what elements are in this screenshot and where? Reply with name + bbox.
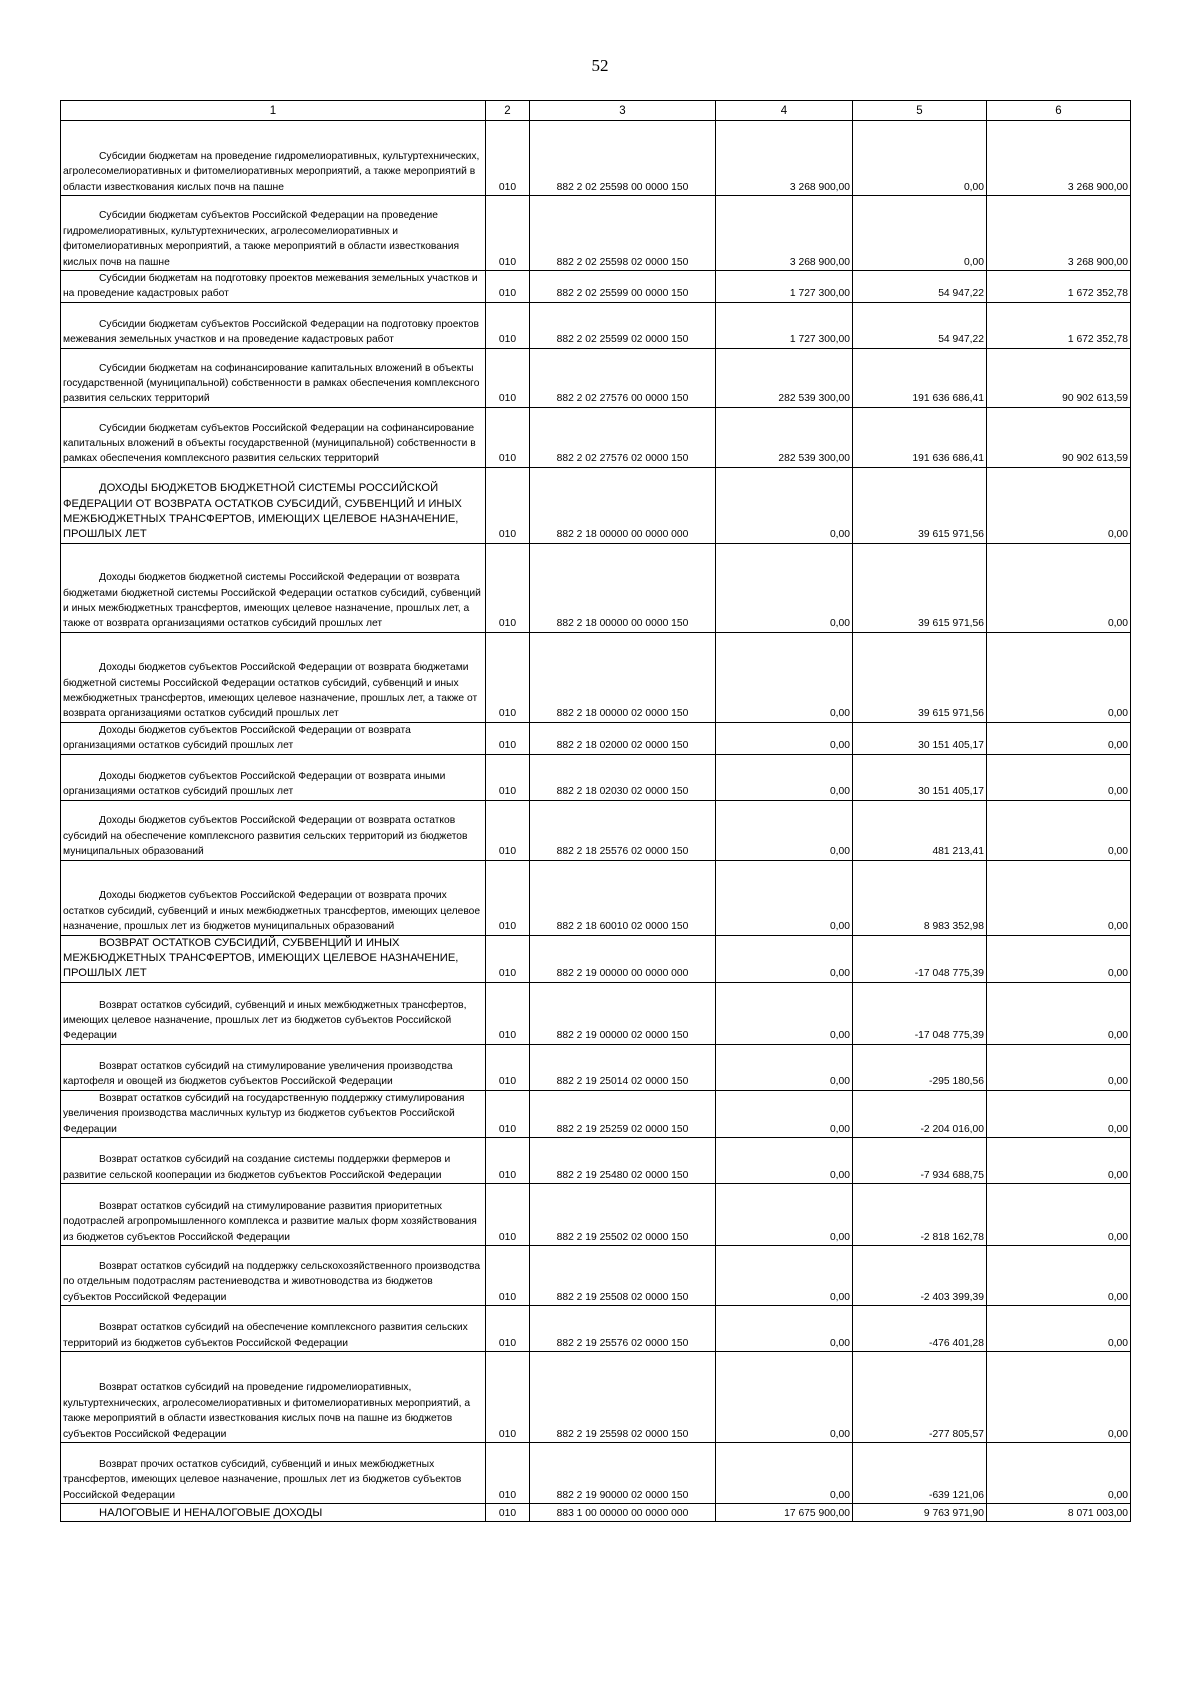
table-row xyxy=(61,860,1131,935)
row-executed-amount: 0,00 xyxy=(853,196,987,271)
row-admin-code: 010 xyxy=(486,121,530,196)
row-classification-code: 882 2 19 00000 00 0000 000 xyxy=(530,935,716,982)
row-admin-code: 010 xyxy=(486,1138,530,1184)
row-plan-amount: 17 675 900,00 xyxy=(716,1504,853,1522)
row-admin-code: 010 xyxy=(486,982,530,1044)
row-unexecuted-amount: 0,00 xyxy=(987,935,1131,982)
row-executed-amount: 8 983 352,98 xyxy=(853,860,987,935)
header-col-2: 2 xyxy=(486,101,530,121)
row-executed-amount: -639 121,06 xyxy=(853,1443,987,1504)
row-executed-amount: -2 204 016,00 xyxy=(853,1090,987,1137)
row-unexecuted-amount: 0,00 xyxy=(987,1246,1131,1306)
table-row xyxy=(61,271,1131,303)
row-name: Доходы бюджетов субъектов Российской Федерации от возврата организациями остатков субсидий прошлых лет xyxy=(61,722,486,754)
row-executed-amount: -17 048 775,39 xyxy=(853,935,987,982)
table-row xyxy=(61,1443,1131,1504)
row-executed-amount: -2 818 162,78 xyxy=(853,1184,987,1246)
header-col-3: 3 xyxy=(530,101,716,121)
row-executed-amount: 39 615 971,56 xyxy=(853,467,987,543)
row-executed-amount: 191 636 686,41 xyxy=(853,348,987,407)
row-classification-code: 882 2 19 25014 02 0000 150 xyxy=(530,1044,716,1090)
row-plan-amount: 0,00 xyxy=(716,543,853,632)
row-name: Доходы бюджетов субъектов Российской Федерации от возврата бюджетами бюджетной системы Российской Федерации остатков субсидий, субвенций и иных межбюджетных трансфертов, имеющих целевое назначение, прошлых лет, а также от возврата организациями остатков субсидий прошлых лет xyxy=(61,632,486,722)
row-executed-amount: -295 180,56 xyxy=(853,1044,987,1090)
row-executed-amount: -476 401,28 xyxy=(853,1306,987,1352)
header-col-5: 5 xyxy=(853,101,987,121)
row-unexecuted-amount: 0,00 xyxy=(987,1184,1131,1246)
row-unexecuted-amount: 0,00 xyxy=(987,1044,1131,1090)
table-row xyxy=(61,1138,1131,1184)
row-admin-code: 010 xyxy=(486,1184,530,1246)
row-plan-amount: 282 539 300,00 xyxy=(716,407,853,467)
row-name: Возврат остатков субсидий на стимулирование развития приоритетных подотраслей агропромышленного комплекса и развитие малых форм хозяйствования из бюджетов субъектов Российской Федерации xyxy=(61,1184,486,1246)
table-row xyxy=(61,1352,1131,1443)
row-plan-amount: 3 268 900,00 xyxy=(716,196,853,271)
row-plan-amount: 3 268 900,00 xyxy=(716,121,853,196)
row-classification-code: 882 2 18 00000 02 0000 150 xyxy=(530,632,716,722)
row-classification-code: 882 2 19 25502 02 0000 150 xyxy=(530,1184,716,1246)
row-admin-code: 010 xyxy=(486,1443,530,1504)
row-name: Возврат остатков субсидий на проведение гидромелиоративных, культуртехнических, агролесомелиоративных и фитомелиоративных мероприятий, а также мероприятий в области известкования кислых почв на пашне из бюджетов субъектов Российской Федерации xyxy=(61,1352,486,1443)
row-name: НАЛОГОВЫЕ И НЕНАЛОГОВЫЕ ДОХОДЫ xyxy=(61,1504,486,1522)
row-classification-code: 883 1 00 00000 00 0000 000 xyxy=(530,1504,716,1522)
row-plan-amount: 0,00 xyxy=(716,722,853,754)
row-executed-amount: 54 947,22 xyxy=(853,271,987,303)
row-unexecuted-amount: 0,00 xyxy=(987,722,1131,754)
table-row xyxy=(61,1246,1131,1306)
row-classification-code: 882 2 19 90000 02 0000 150 xyxy=(530,1443,716,1504)
row-executed-amount: 54 947,22 xyxy=(853,302,987,348)
row-plan-amount: 0,00 xyxy=(716,1184,853,1246)
row-classification-code: 882 2 19 25508 02 0000 150 xyxy=(530,1246,716,1306)
row-unexecuted-amount: 0,00 xyxy=(987,543,1131,632)
row-plan-amount: 0,00 xyxy=(716,632,853,722)
row-plan-amount: 0,00 xyxy=(716,1443,853,1504)
row-name: Возврат остатков субсидий на создание системы поддержки фермеров и развитие сельской кооперации из бюджетов субъектов Российской Федерации xyxy=(61,1138,486,1184)
row-name: Субсидии бюджетам на софинансирование капитальных вложений в объекты государственной (муниципальной) собственности в рамках обеспечения комплексного развития сельских территорий xyxy=(61,348,486,407)
row-classification-code: 882 2 19 25576 02 0000 150 xyxy=(530,1306,716,1352)
table-body xyxy=(61,121,1131,1522)
row-unexecuted-amount: 8 071 003,00 xyxy=(987,1504,1131,1522)
row-executed-amount: 0,00 xyxy=(853,121,987,196)
row-name: Субсидии бюджетам субъектов Российской Федерации на подготовку проектов межевания земельных участков и на проведение кадастровых работ xyxy=(61,302,486,348)
row-admin-code: 010 xyxy=(486,1352,530,1443)
row-unexecuted-amount: 90 902 613,59 xyxy=(987,407,1131,467)
row-unexecuted-amount: 3 268 900,00 xyxy=(987,196,1131,271)
table-row xyxy=(61,935,1131,982)
table-row xyxy=(61,800,1131,860)
row-admin-code: 010 xyxy=(486,1044,530,1090)
row-unexecuted-amount: 0,00 xyxy=(987,1090,1131,1137)
row-plan-amount: 1 727 300,00 xyxy=(716,271,853,303)
table-row xyxy=(61,632,1131,722)
row-admin-code: 010 xyxy=(486,302,530,348)
table-row xyxy=(61,302,1131,348)
row-admin-code: 010 xyxy=(486,935,530,982)
row-name: Доходы бюджетов бюджетной системы Российской Федерации от возврата бюджетами бюджетной системы Российской Федерации остатков субсидий, субвенций и иных межбюджетных трансфертов, имеющих целевое назначение, прошлых лет, а также от возврата организациями остатков субсидий прошлых лет xyxy=(61,543,486,632)
table-row xyxy=(61,121,1131,196)
table-row xyxy=(61,754,1131,800)
page-number: 52 xyxy=(591,56,609,75)
table-row xyxy=(61,196,1131,271)
row-unexecuted-amount: 0,00 xyxy=(987,1352,1131,1443)
row-name: Субсидии бюджетам на проведение гидромелиоративных, культуртехнических, агролесомелиоративных и фитомелиоративных мероприятий, а также мероприятий в области известкования кислых почв на пашне xyxy=(61,121,486,196)
row-plan-amount: 0,00 xyxy=(716,1246,853,1306)
row-plan-amount: 0,00 xyxy=(716,1090,853,1137)
row-unexecuted-amount: 1 672 352,78 xyxy=(987,271,1131,303)
row-unexecuted-amount: 0,00 xyxy=(987,1306,1131,1352)
row-unexecuted-amount: 0,00 xyxy=(987,860,1131,935)
row-executed-amount: 30 151 405,17 xyxy=(853,754,987,800)
row-admin-code: 010 xyxy=(486,860,530,935)
row-name: Субсидии бюджетам субъектов Российской Федерации на софинансирование капитальных вложений в объекты государственной (муниципальной) собственности в рамках обеспечения комплексного развития сельских территорий xyxy=(61,407,486,467)
row-name: Возврат остатков субсидий на обеспечение комплексного развития сельских территорий из бюджетов субъектов Российской Федерации xyxy=(61,1306,486,1352)
row-name: Субсидии бюджетам субъектов Российской Федерации на проведение гидромелиоративных, культуртехнических, агролесомелиоративных и фитомелиоративных мероприятий, а также мероприятий в области известкования кислых почв на пашне xyxy=(61,196,486,271)
row-classification-code: 882 2 19 00000 02 0000 150 xyxy=(530,982,716,1044)
row-name: Возврат остатков субсидий, субвенций и иных межбюджетных трансфертов, имеющих целевое назначение, прошлых лет из бюджетов субъектов Российской Федерации xyxy=(61,982,486,1044)
row-unexecuted-amount: 1 672 352,78 xyxy=(987,302,1131,348)
row-admin-code: 010 xyxy=(486,754,530,800)
row-executed-amount: 39 615 971,56 xyxy=(853,543,987,632)
table-row xyxy=(61,348,1131,407)
row-plan-amount: 282 539 300,00 xyxy=(716,348,853,407)
row-classification-code: 882 2 18 02030 02 0000 150 xyxy=(530,754,716,800)
row-plan-amount: 0,00 xyxy=(716,1352,853,1443)
table-row xyxy=(61,407,1131,467)
row-name: Возврат остатков субсидий на поддержку сельскохозяйственного производства по отдельным подотраслям растениеводства и животноводства из бюджетов субъектов Российской Федерации xyxy=(61,1246,486,1306)
row-admin-code: 010 xyxy=(486,1504,530,1522)
header-col-4: 4 xyxy=(716,101,853,121)
header-col-1: 1 xyxy=(61,101,486,121)
table-row xyxy=(61,1504,1131,1522)
table-row xyxy=(61,543,1131,632)
table-row xyxy=(61,1090,1131,1137)
row-executed-amount: -17 048 775,39 xyxy=(853,982,987,1044)
row-plan-amount: 0,00 xyxy=(716,754,853,800)
row-name: Доходы бюджетов субъектов Российской Федерации от возврата прочих остатков субсидий, субвенций и иных межбюджетных трансфертов, имеющих целевое назначение, прошлых лет из бюджетов муниципальных образований xyxy=(61,860,486,935)
row-name: Возврат остатков субсидий на стимулирование увеличения производства картофеля и овощей из бюджетов субъектов Российской Федерации xyxy=(61,1044,486,1090)
row-name: ДОХОДЫ БЮДЖЕТОВ БЮДЖЕТНОЙ СИСТЕМЫ РОССИЙСКОЙ ФЕДЕРАЦИИ ОТ ВОЗВРАТА ОСТАТКОВ СУБСИДИЙ, СУБВЕНЦИЙ И ИНЫХ МЕЖБЮДЖЕТНЫХ ТРАНСФЕРТОВ, ИМЕЮЩИХ ЦЕЛЕВОЕ НАЗНАЧЕНИЕ, ПРОШЛЫХ ЛЕТ xyxy=(61,467,486,543)
row-plan-amount: 0,00 xyxy=(716,1306,853,1352)
row-admin-code: 010 xyxy=(486,348,530,407)
row-plan-amount: 0,00 xyxy=(716,1138,853,1184)
row-admin-code: 010 xyxy=(486,467,530,543)
row-name: Доходы бюджетов субъектов Российской Федерации от возврата остатков субсидий на обеспечение комплексного развития сельских территорий из бюджетов муниципальных образований xyxy=(61,800,486,860)
row-unexecuted-amount: 0,00 xyxy=(987,1138,1131,1184)
table-row xyxy=(61,1184,1131,1246)
row-unexecuted-amount: 0,00 xyxy=(987,754,1131,800)
budget-revenue-table xyxy=(60,100,1131,1522)
row-unexecuted-amount: 90 902 613,59 xyxy=(987,348,1131,407)
row-unexecuted-amount: 0,00 xyxy=(987,467,1131,543)
row-classification-code: 882 2 02 27576 00 0000 150 xyxy=(530,348,716,407)
row-classification-code: 882 2 02 25599 02 0000 150 xyxy=(530,302,716,348)
row-admin-code: 010 xyxy=(486,196,530,271)
row-name: Доходы бюджетов субъектов Российской Федерации от возврата иными организациями остатков субсидий прошлых лет xyxy=(61,754,486,800)
row-name: Возврат остатков субсидий на государственную поддержку стимулирования увеличения производства масличных культур из бюджетов субъектов Российской Федерации xyxy=(61,1090,486,1137)
table-row xyxy=(61,982,1131,1044)
row-executed-amount: 9 763 971,90 xyxy=(853,1504,987,1522)
row-classification-code: 882 2 18 25576 02 0000 150 xyxy=(530,800,716,860)
row-admin-code: 010 xyxy=(486,1306,530,1352)
row-classification-code: 882 2 02 25598 00 0000 150 xyxy=(530,121,716,196)
row-executed-amount: -2 403 399,39 xyxy=(853,1246,987,1306)
row-classification-code: 882 2 02 25599 00 0000 150 xyxy=(530,271,716,303)
row-plan-amount: 0,00 xyxy=(716,467,853,543)
row-plan-amount: 0,00 xyxy=(716,800,853,860)
row-classification-code: 882 2 02 27576 02 0000 150 xyxy=(530,407,716,467)
row-classification-code: 882 2 18 00000 00 0000 000 xyxy=(530,467,716,543)
table-row xyxy=(61,1044,1131,1090)
row-name: Возврат прочих остатков субсидий, субвенций и иных межбюджетных трансфертов, имеющих целевое назначение, прошлых лет из бюджетов субъектов Российской Федерации xyxy=(61,1443,486,1504)
row-admin-code: 010 xyxy=(486,722,530,754)
row-executed-amount: 481 213,41 xyxy=(853,800,987,860)
row-classification-code: 882 2 19 25480 02 0000 150 xyxy=(530,1138,716,1184)
row-admin-code: 010 xyxy=(486,407,530,467)
row-plan-amount: 0,00 xyxy=(716,1044,853,1090)
row-name: Субсидии бюджетам на подготовку проектов межевания земельных участков и на проведение кадастровых работ xyxy=(61,271,486,303)
table-row xyxy=(61,467,1131,543)
row-admin-code: 010 xyxy=(486,1090,530,1137)
row-unexecuted-amount: 0,00 xyxy=(987,1443,1131,1504)
row-admin-code: 010 xyxy=(486,271,530,303)
header-col-6: 6 xyxy=(987,101,1131,121)
row-plan-amount: 0,00 xyxy=(716,982,853,1044)
row-executed-amount: -7 934 688,75 xyxy=(853,1138,987,1184)
row-name: ВОЗВРАТ ОСТАТКОВ СУБСИДИЙ, СУБВЕНЦИЙ И ИНЫХ МЕЖБЮДЖЕТНЫХ ТРАНСФЕРТОВ, ИМЕЮЩИХ ЦЕЛЕВОЕ НАЗНАЧЕНИЕ, ПРОШЛЫХ ЛЕТ xyxy=(61,935,486,982)
row-classification-code: 882 2 19 25259 02 0000 150 xyxy=(530,1090,716,1137)
row-plan-amount: 0,00 xyxy=(716,935,853,982)
row-classification-code: 882 2 18 60010 02 0000 150 xyxy=(530,860,716,935)
row-executed-amount: 39 615 971,56 xyxy=(853,632,987,722)
row-executed-amount: 30 151 405,17 xyxy=(853,722,987,754)
row-unexecuted-amount: 0,00 xyxy=(987,982,1131,1044)
table-header-row xyxy=(61,101,1131,121)
row-executed-amount: 191 636 686,41 xyxy=(853,407,987,467)
row-plan-amount: 1 727 300,00 xyxy=(716,302,853,348)
row-admin-code: 010 xyxy=(486,1246,530,1306)
row-plan-amount: 0,00 xyxy=(716,860,853,935)
row-executed-amount: -277 805,57 xyxy=(853,1352,987,1443)
row-admin-code: 010 xyxy=(486,543,530,632)
row-classification-code: 882 2 02 25598 02 0000 150 xyxy=(530,196,716,271)
row-classification-code: 882 2 19 25598 02 0000 150 xyxy=(530,1352,716,1443)
row-admin-code: 010 xyxy=(486,632,530,722)
row-unexecuted-amount: 3 268 900,00 xyxy=(987,121,1131,196)
row-unexecuted-amount: 0,00 xyxy=(987,632,1131,722)
row-unexecuted-amount: 0,00 xyxy=(987,800,1131,860)
row-classification-code: 882 2 18 02000 02 0000 150 xyxy=(530,722,716,754)
row-admin-code: 010 xyxy=(486,800,530,860)
row-classification-code: 882 2 18 00000 00 0000 150 xyxy=(530,543,716,632)
table-row xyxy=(61,722,1131,754)
table-row xyxy=(61,1306,1131,1352)
